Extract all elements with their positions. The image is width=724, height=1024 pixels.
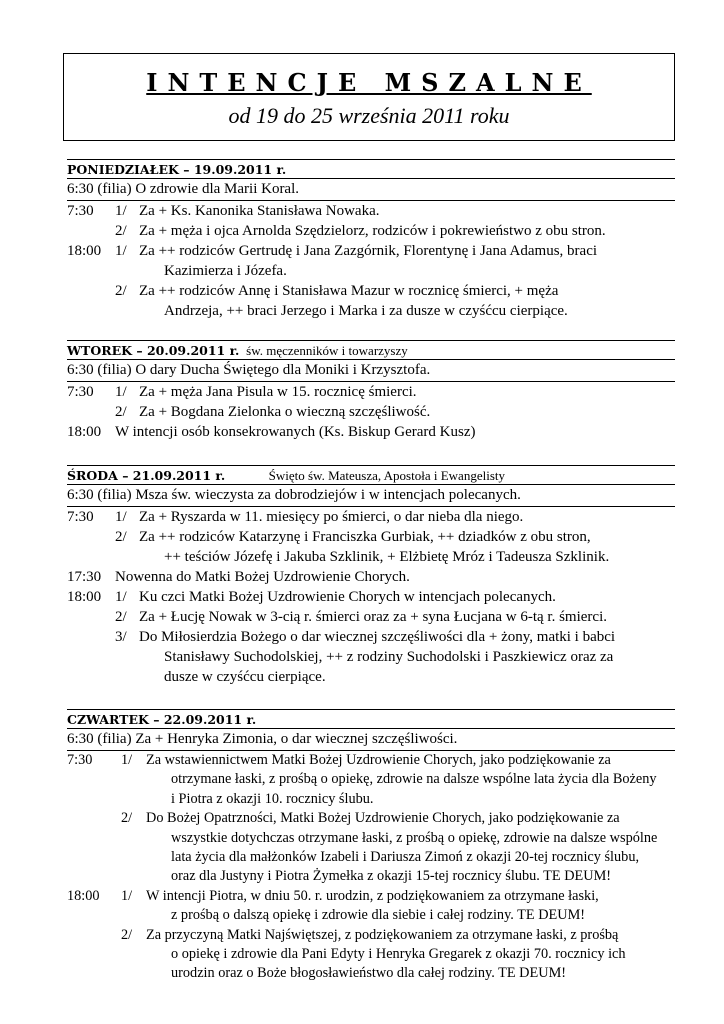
- intention-text: Za wstawiennictwem Matki Bożej Uzdrowienie Chorych, jako podziękowanie za: [146, 752, 611, 768]
- day-heading: [67, 340, 675, 360]
- mass-time: 7:30: [67, 752, 93, 768]
- intention-line: [67, 809, 675, 828]
- mass-time: [67, 221, 115, 241]
- intention-line: [67, 790, 675, 809]
- intention-text: Za + Bogdana Zielonka o wieczną szczęśliwość.: [139, 404, 431, 420]
- intention-number: 1/: [121, 887, 133, 904]
- day-heading: [67, 159, 675, 179]
- intention-number: [121, 770, 146, 789]
- day-name: CZWARTEK – 22.09.2011 r.: [67, 712, 257, 727]
- intention-line: [67, 607, 675, 627]
- intention-text: Za + Ryszarda w 11. miesięcy po śmierci, o dar nieba dla niego.: [139, 509, 524, 525]
- intention-text: Za ++ rodziców Gertrudę i Jana Zazgórnik, Florentynę i Jana Adamus, braci: [139, 243, 598, 259]
- intention-number: 1/: [115, 243, 127, 259]
- intention-text: oraz dla Justyny i Piotra Żymełka z okazji 15-tej rocznicy ślubu. TE DEUM!: [171, 868, 612, 885]
- mass-time: 7:30: [67, 203, 94, 219]
- intention-number: 2/: [115, 283, 127, 299]
- intention-number: [115, 301, 139, 321]
- filia-mass: 6:30 (filia) O dary Ducha Świętego dla Moniki i Krzysztofa.: [67, 360, 675, 382]
- mass-time: [67, 964, 121, 983]
- intention-text: lata życia dla małżonków Izabeli i Dariusza Zimoń z okazji 20-tej rocznicy ślubu,: [171, 849, 640, 866]
- day-heading: [67, 709, 675, 729]
- intention-number: [115, 261, 139, 281]
- intention-number: 2/: [121, 810, 133, 827]
- intention-line: [67, 945, 675, 964]
- mass-time: [67, 906, 121, 925]
- mass-time: [67, 867, 121, 886]
- mass-time: [67, 527, 115, 547]
- mass-time: 18:00: [67, 243, 102, 259]
- intention-text: Za + męża Jana Pisula w 15. rocznicę śmierci.: [139, 384, 417, 400]
- intention-text: Stanisławy Suchodolskiej, ++ z rodziny Suchodolski i Paszkiewicz oraz za: [164, 649, 614, 665]
- intention-number: [121, 945, 146, 964]
- mass-time: [67, 281, 115, 301]
- mass-time: [67, 402, 115, 422]
- intention-line: [67, 547, 675, 567]
- mass-time: [67, 926, 121, 945]
- intention-line: [67, 751, 675, 770]
- intention-number: [121, 906, 146, 925]
- intention-line: [67, 770, 675, 789]
- intention-number: 1/: [121, 752, 133, 768]
- mass-time: 18:00: [67, 589, 102, 605]
- intention-line: [67, 667, 675, 687]
- intention-number: 2/: [115, 223, 127, 239]
- intention-line: [67, 281, 675, 301]
- intention-text: Za ++ rodziców Katarzynę i Franciszka Gurbiak, ++ dziadków z obu stron,: [139, 529, 591, 545]
- day-section-wednesday: [67, 465, 675, 687]
- mass-time: [67, 647, 115, 667]
- intention-line: [67, 422, 675, 442]
- day-name: ŚRODA – 21.09.2011 r.: [67, 468, 226, 483]
- intention-number: [115, 647, 139, 667]
- intention-number: 1/: [115, 509, 127, 525]
- mass-time: [67, 829, 121, 848]
- intention-line: [67, 261, 675, 281]
- intention-line: [67, 848, 675, 867]
- mass-time: 7:30: [67, 384, 94, 400]
- day-heading: [67, 465, 675, 485]
- mass-time: [67, 848, 121, 867]
- mass-entries: [67, 382, 675, 442]
- intention-number: 2/: [115, 609, 127, 625]
- intention-number: 2/: [115, 404, 127, 420]
- intention-number: [121, 790, 146, 809]
- intention-text: Ku czci Matki Bożej Uzdrowienie Chorych w intencjach polecanych.: [139, 589, 556, 605]
- intention-number: [121, 829, 146, 848]
- intention-text: Za przyczyną Matki Najświętszej, z podziękowaniem za otrzymane łaski, z prośbą: [146, 926, 619, 943]
- intention-text: Za + Łucję Nowak w 3-cią r. śmierci oraz za + syna Łucjana w 6-tą r. śmierci.: [139, 609, 607, 625]
- mass-entries: [67, 201, 675, 321]
- intention-number: 2/: [121, 926, 133, 943]
- mass-entries: [67, 507, 675, 687]
- intention-line: [67, 527, 675, 547]
- intention-number: 1/: [115, 203, 127, 219]
- day-section-monday: [67, 159, 675, 321]
- intention-number: 1/: [115, 384, 127, 400]
- intention-line: [67, 829, 675, 848]
- intention-number: 3/: [115, 629, 127, 645]
- day-section-thursday: [67, 709, 675, 984]
- mass-time: [67, 790, 121, 809]
- intention-text: W intencji Piotra, w dniu 50. r. urodzin, z podziękowaniem za otrzymane łaski,: [146, 887, 599, 904]
- intentions-list: [67, 159, 675, 984]
- mass-time: [67, 547, 115, 567]
- intention-line: [67, 301, 675, 321]
- intention-text: z prośbą o dalszą opiekę i zdrowie dla siebie i całej rodziny. TE DEUM!: [171, 907, 586, 924]
- mass-time: 18:00: [67, 887, 100, 904]
- intention-line: [67, 567, 675, 587]
- filia-mass: 6:30 (filia) Msza św. wieczysta za dobrodziejów i w intencjach polecanych.: [67, 485, 675, 507]
- mass-time: 17:30: [67, 569, 102, 585]
- intention-number: [115, 667, 139, 687]
- mass-entries: [67, 751, 675, 984]
- intention-line: [67, 507, 675, 527]
- filia-mass: 6:30 (filia) Za + Henryka Zimonia, o dar wiecznej szczęśliwości.: [67, 729, 675, 751]
- intention-text: Kazimierza i Józefa.: [164, 263, 287, 279]
- intention-line: [67, 926, 675, 945]
- page-subtitle: od 19 do 25 września 2011 roku: [228, 103, 510, 128]
- intention-number: [121, 964, 146, 983]
- mass-time: [67, 627, 115, 647]
- intention-text: dusze w czyśćcu cierpiące.: [164, 669, 326, 685]
- mass-time: [67, 261, 115, 281]
- intention-line: [67, 382, 675, 402]
- intention-line: [67, 887, 675, 906]
- intention-text: wszystkie dotychczas otrzymane łaski, z prośbą o opiekę, zdrowie na dalsze wspólne: [171, 829, 658, 846]
- mass-time: 7:30: [67, 509, 94, 525]
- intention-line: [67, 867, 675, 886]
- day-feast: Święto św. Mateusza, Apostoła i Ewangelisty: [268, 468, 505, 483]
- day-name: WTOREK – 20.09.2011 r.: [67, 343, 240, 358]
- intention-text: Andrzeja, ++ braci Jerzego i Marka i za dusze w czyśćcu cierpiące.: [164, 303, 568, 319]
- intention-text: Za + męża i ojca Arnolda Szędzielorz, rodziców i pokrewieństwo z obu stron.: [139, 223, 606, 239]
- intention-number: 1/: [115, 589, 127, 605]
- intention-line: [67, 221, 675, 241]
- intention-line: [67, 241, 675, 261]
- intention-line: [67, 587, 675, 607]
- filia-mass: 6:30 (filia) O zdrowie dla Marii Koral.: [67, 179, 675, 201]
- intention-line: [67, 647, 675, 667]
- day-name: PONIEDZIAŁEK – 19.09.2011 r.: [67, 162, 287, 177]
- intention-line: [67, 402, 675, 422]
- intention-text: W intencji osób konsekrowanych (Ks. Biskup Gerard Kusz): [115, 424, 476, 440]
- intention-number: [121, 848, 146, 867]
- intention-text: Do Bożej Opatrzności, Matki Bożej Uzdrowienie Chorych, jako podziękowanie za: [146, 810, 620, 827]
- intention-text: i Piotra z okazji 10. rocznicy ślubu.: [171, 790, 374, 807]
- intention-line: [67, 906, 675, 925]
- intention-number: [121, 867, 146, 886]
- intention-number: 2/: [115, 529, 127, 545]
- mass-time: [67, 667, 115, 687]
- day-feast: św. męczenników i towarzyszy: [246, 343, 408, 358]
- intention-number: [115, 547, 139, 567]
- intention-text: ++ teściów Józefę i Jakuba Szklinik, + Elżbietę Mróz i Tadeusza Szklinik.: [164, 549, 610, 565]
- intention-text: Nowenna do Matki Bożej Uzdrowienie Chorych.: [115, 569, 410, 585]
- day-section-tuesday: [67, 340, 675, 442]
- header-box: [63, 53, 675, 141]
- intention-line: [67, 627, 675, 647]
- intention-text: Za + Ks. Kanonika Stanisława Nowaka.: [139, 203, 380, 219]
- intention-text: urodzin oraz o Boże błogosławieństwo dla całej rodziny. TE DEUM!: [171, 965, 567, 982]
- mass-time: [67, 607, 115, 627]
- mass-time: [67, 770, 121, 789]
- page-title: INTENCJE MSZALNE: [146, 68, 592, 97]
- mass-time: [67, 945, 121, 964]
- intention-text: otrzymane łaski, z prośbą o opiekę, zdrowie na dalsze wspólne lata życia dla Bożeny: [171, 771, 657, 788]
- intention-text: Za ++ rodziców Annę i Stanisława Mazur w rocznicę śmierci, + męża: [139, 283, 559, 299]
- mass-time: [67, 301, 115, 321]
- intention-text: o opiekę i zdrowie dla Pani Edyty i Henryka Gregarek z okazji 70. rocznicy ich: [171, 946, 626, 963]
- mass-time: [67, 809, 121, 828]
- intention-text: Do Miłosierdzia Bożego o dar wiecznej szczęśliwości dla + żony, matki i babci: [139, 629, 616, 645]
- mass-time: 18:00: [67, 424, 102, 440]
- intention-line: [67, 964, 675, 983]
- intention-line: [67, 201, 675, 221]
